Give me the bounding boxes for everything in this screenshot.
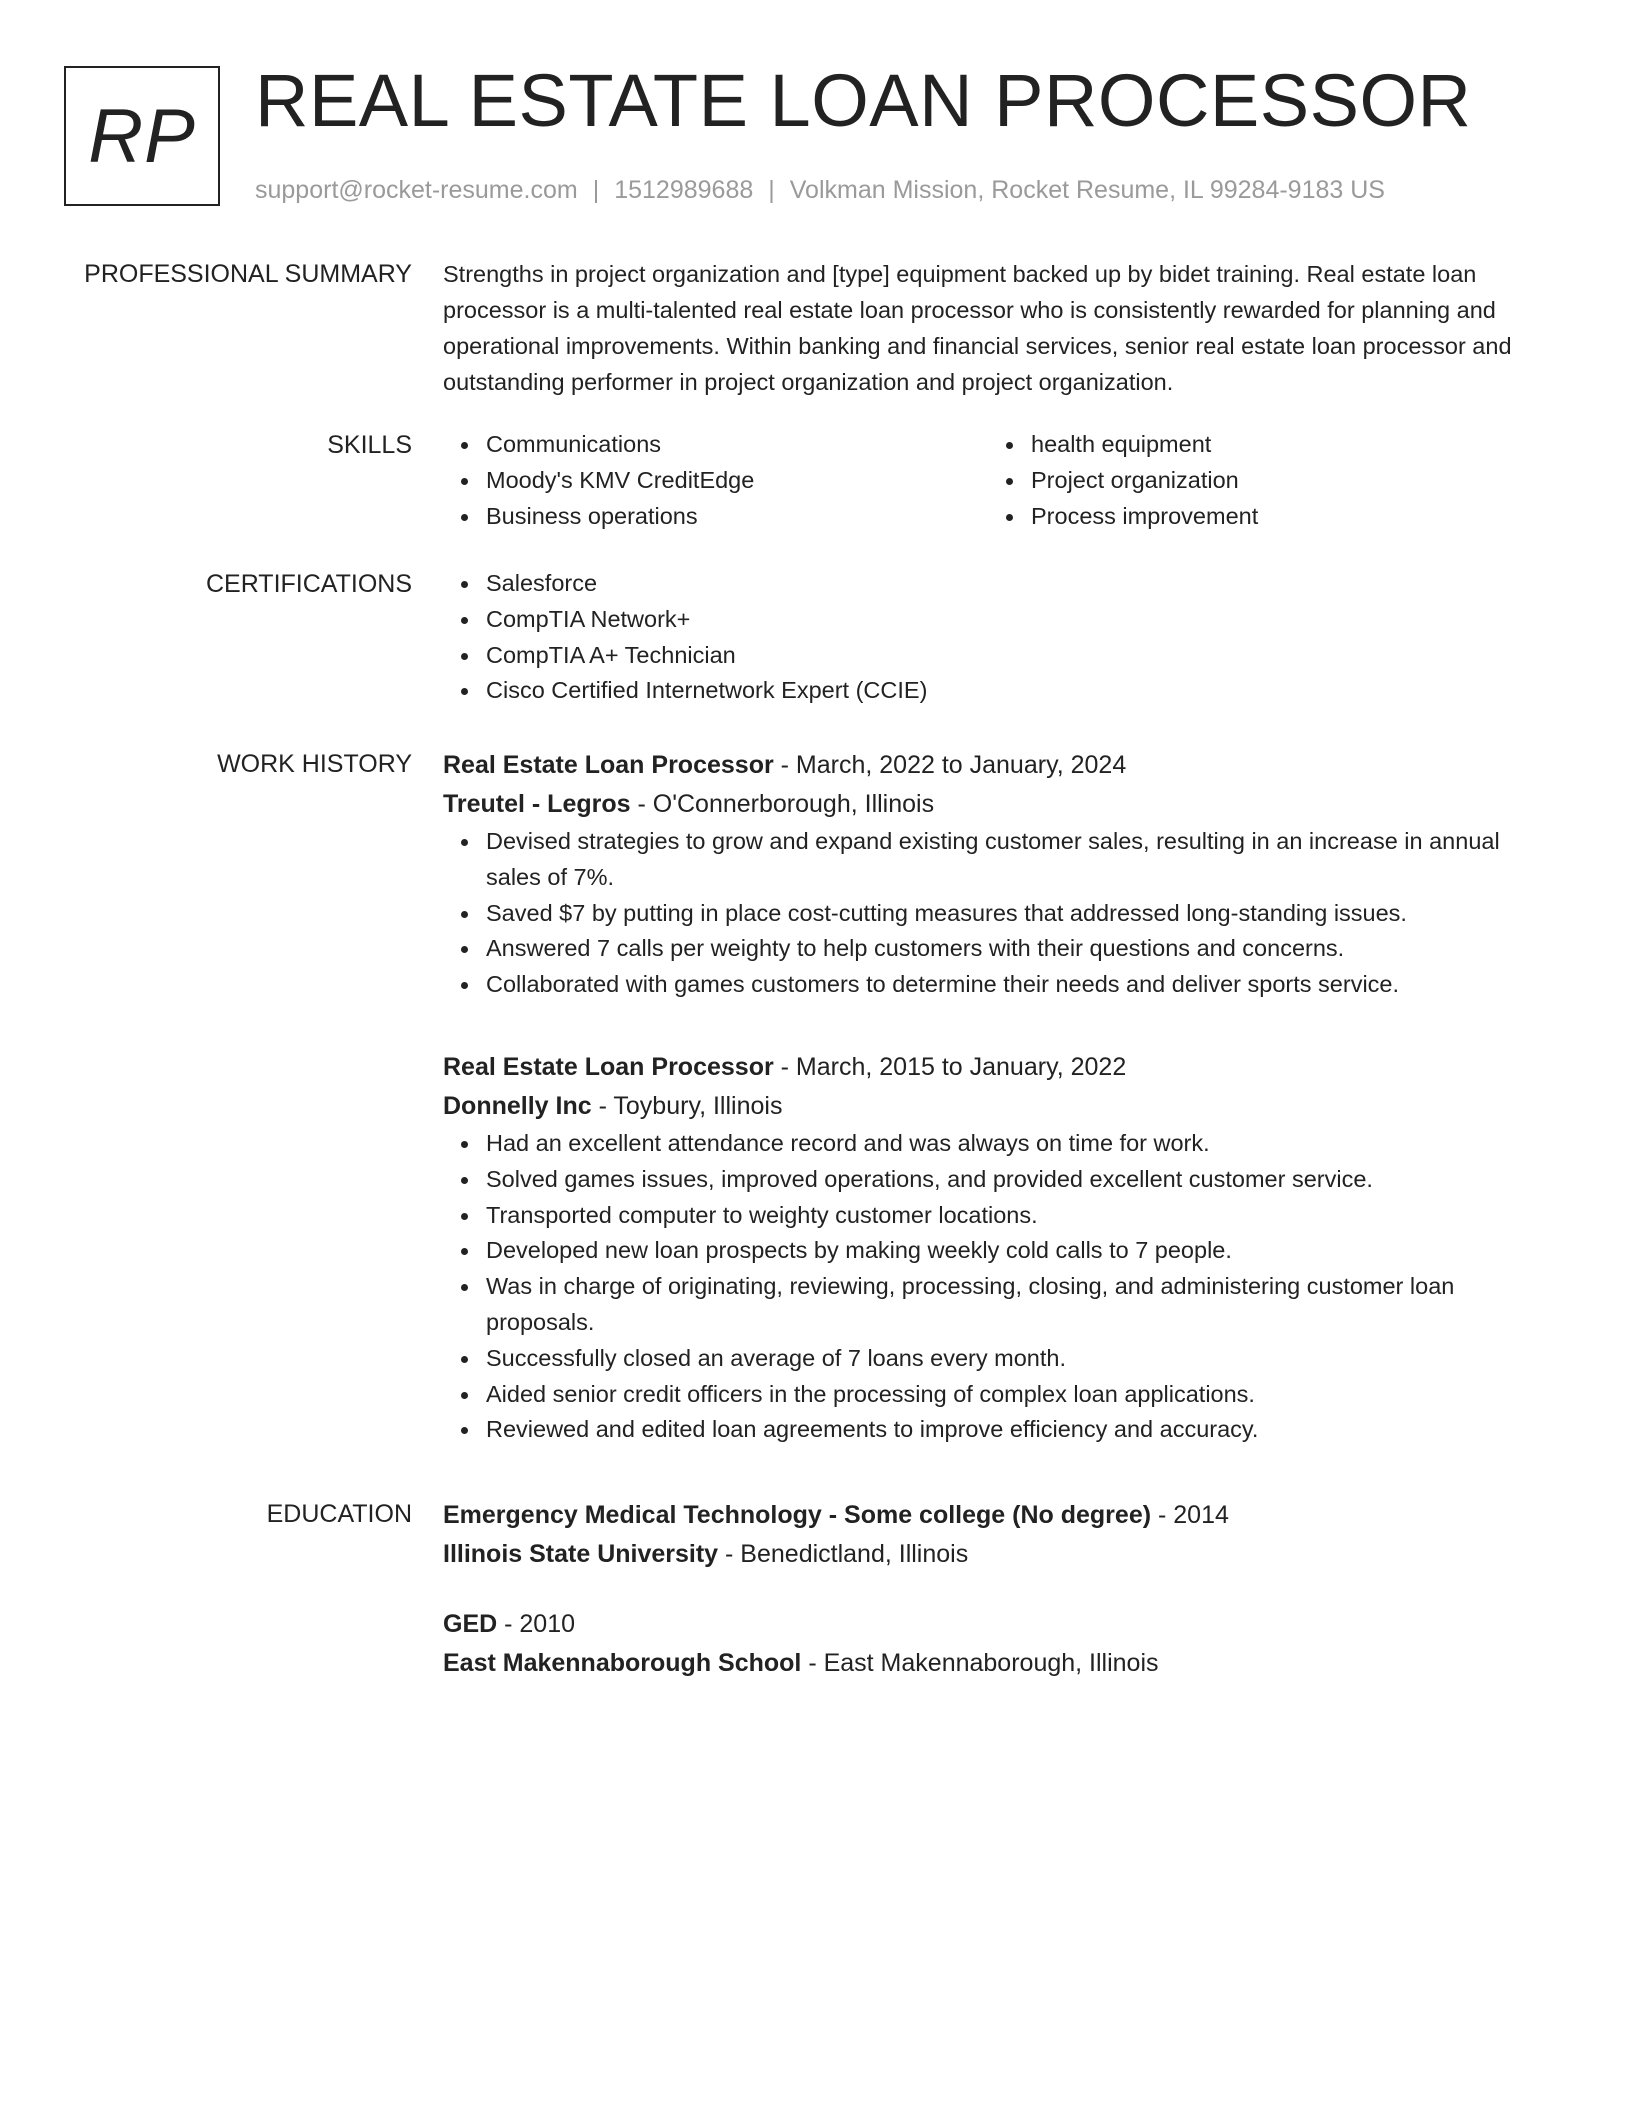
education-degree: GED [443, 1610, 498, 1638]
skills-column-left [443, 427, 988, 534]
certification-item: CompTIA A+ Technician [486, 638, 1553, 674]
job-title-line [443, 746, 1553, 784]
monogram-logo [64, 66, 220, 206]
education-location: - East Makennaborough, Illinois [801, 1649, 1159, 1677]
job-bullet: Solved games issues, improved operations, and provided excellent customer service. [486, 1162, 1553, 1198]
skill-item: Project organization [1031, 463, 1533, 499]
job-title: Real Estate Loan Processor [443, 751, 774, 779]
education-entry [443, 1605, 1553, 1683]
contact-email: support@rocket-resume.com [255, 176, 578, 204]
job-dates: - March, 2022 to January, 2024 [773, 751, 1127, 779]
job-dates: - March, 2015 to January, 2022 [773, 1053, 1127, 1081]
job-bullet: Transported computer to weighty customer locations. [486, 1198, 1553, 1234]
skill-item: Process improvement [1031, 499, 1533, 535]
certifications-heading: CERTIFICATIONS [205, 570, 412, 598]
job-company-line [443, 784, 1553, 824]
summary-body [443, 256, 1553, 400]
contact-separator: | [768, 176, 775, 204]
education-location: - Benedictland, Illinois [718, 1540, 969, 1568]
education-school: East Makennaborough School [443, 1649, 802, 1677]
job-entry [443, 1048, 1553, 1448]
job-bullet: Answered 7 calls per weighty to help customers with their questions and concerns. [486, 931, 1553, 967]
job-bullets [443, 1126, 1553, 1448]
job-company: Donnelly Inc [443, 1092, 592, 1120]
summary-heading: PROFESSIONAL SUMMARY [84, 260, 412, 288]
monogram-text: RP [88, 93, 196, 179]
contact-address: Volkman Mission, Rocket Resume, IL 99284-9183 US [789, 176, 1385, 204]
job-bullet: Saved $7 by putting in place cost-cutting measures that addressed long-standing issues. [486, 896, 1553, 932]
job-company: Treutel - Legros [443, 790, 631, 818]
certifications-body [443, 566, 1553, 709]
education-body [443, 1496, 1553, 1574]
job-location: - Toybury, Illinois [591, 1092, 783, 1120]
skills-body [443, 427, 1553, 534]
job-location: - O'Connerborough, Illinois [630, 790, 935, 818]
job-bullet: Collaborated with games customers to determine their needs and deliver sports service. [486, 967, 1553, 1003]
job-title-line [443, 1048, 1553, 1086]
contact-phone: 1512989688 [614, 176, 754, 204]
education-school-line [443, 1643, 1553, 1683]
summary-text: Strengths in project organization and [type] equipment backed up by bidet training. Real estate loan processor is a multi-talented real estate loan processor who is consistently rewarded for planning and operational improvements. Within banking and financial services, senior real estate loan processor and outstanding performer in project organization and project organization. [443, 261, 1512, 395]
certification-item: CompTIA Network+ [486, 602, 1553, 638]
job-bullets [443, 824, 1553, 1003]
certification-item: Salesforce [486, 566, 1553, 602]
education-heading: EDUCATION [266, 1500, 412, 1528]
job-title: Real Estate Loan Processor [443, 1053, 774, 1081]
skills-column-right [988, 427, 1533, 534]
resume-title: REAL ESTATE LOAN PROCESSOR [255, 59, 1472, 142]
work-history-body-2 [443, 1048, 1553, 1448]
work-history-heading: WORK HISTORY [217, 750, 412, 778]
contact-separator: | [592, 176, 600, 204]
job-bullet: Devised strategies to grow and expand existing customer sales, resulting in an increase in annual sales of 7%. [486, 824, 1553, 896]
skill-item: Moody's KMV CreditEdge [486, 463, 988, 499]
education-year: - 2014 [1151, 1501, 1229, 1529]
job-entry [443, 746, 1553, 1003]
education-body-2 [443, 1605, 1553, 1683]
job-bullet: Reviewed and edited loan agreements to improve efficiency and accuracy. [486, 1412, 1553, 1448]
skill-item: Communications [486, 427, 988, 463]
job-company-line [443, 1086, 1553, 1126]
job-bullet: Aided senior credit officers in the processing of complex loan applications. [486, 1377, 1553, 1413]
skill-item: Business operations [486, 499, 988, 535]
education-entry [443, 1496, 1553, 1574]
education-degree-line [443, 1496, 1553, 1534]
skill-item: health equipment [1031, 427, 1533, 463]
education-year: - 2010 [497, 1610, 576, 1638]
certification-item: Cisco Certified Internetwork Expert (CCIE) [486, 673, 1553, 709]
work-history-body [443, 746, 1553, 1003]
job-bullet: Was in charge of originating, reviewing, processing, closing, and administering customer loan proposals. [486, 1269, 1553, 1341]
education-degree: Emergency Medical Technology - Some college (No degree) [443, 1501, 1152, 1529]
skills-heading: SKILLS [327, 431, 412, 459]
contact-line [255, 172, 1385, 208]
education-degree-line [443, 1605, 1553, 1643]
job-bullet: Developed new loan prospects by making weekly cold calls to 7 people. [486, 1233, 1553, 1269]
education-school: Illinois State University [443, 1540, 719, 1568]
job-bullet: Successfully closed an average of 7 loans every month. [486, 1341, 1553, 1377]
education-school-line [443, 1534, 1553, 1574]
job-bullet: Had an excellent attendance record and was always on time for work. [486, 1126, 1553, 1162]
